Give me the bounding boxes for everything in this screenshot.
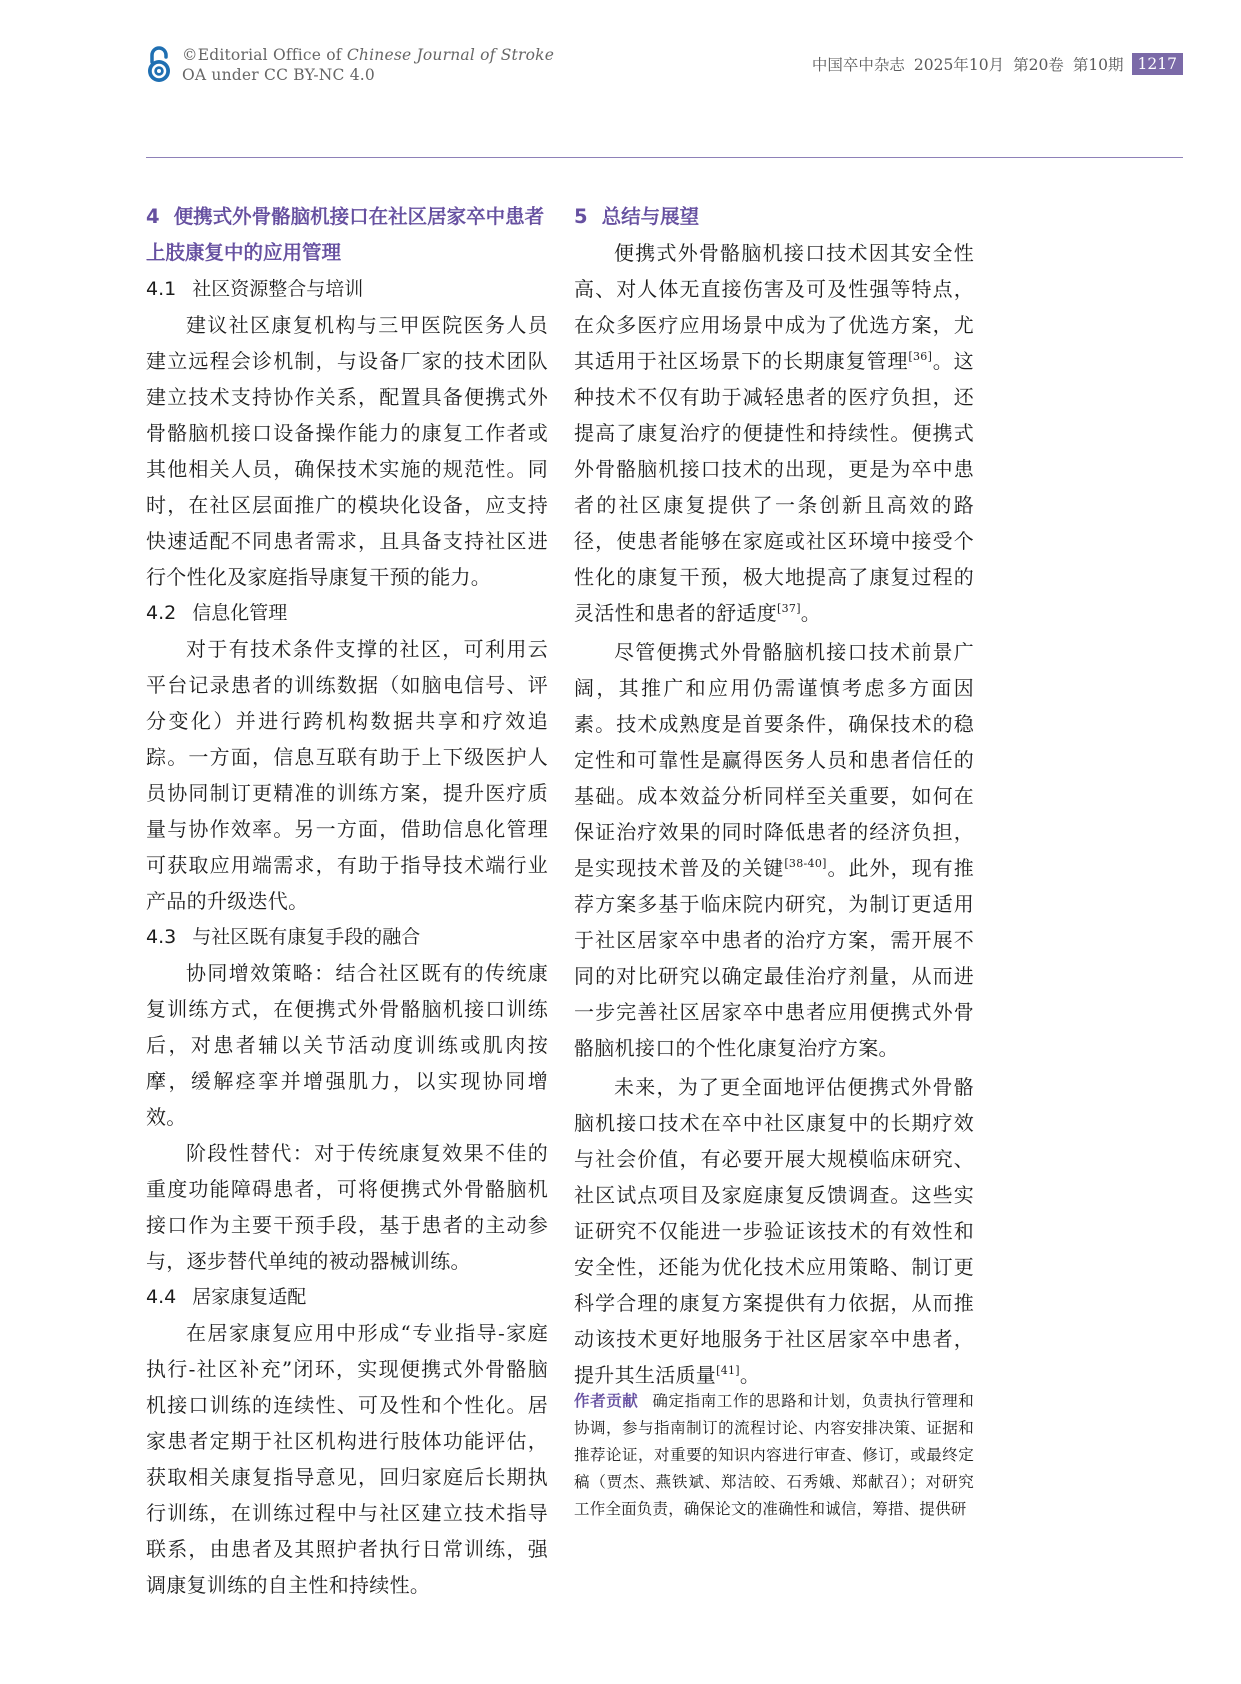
journal-name-cn: 中国卒中杂志 (811, 56, 905, 74)
issue-number: 第10期 (1072, 56, 1124, 74)
section-number: 5 (574, 205, 588, 228)
subsection-4-2-heading (146, 595, 548, 631)
citation-ref: [36] (908, 350, 933, 363)
subsection-title: 社区资源整合与培训 (192, 278, 364, 300)
text-run: 。此外，现有推荐方案多基于临床院内研究，为制订更适用于社区居家卒中患者的治疗方案，需开展不同的对比研究以确定最佳治疗剂量，从而进一步完善社区居家卒中患者应用便携式外骨骼脑机接口的个性化康复治疗方案。 (574, 856, 974, 1060)
section-number: 4 (146, 205, 160, 228)
header-divider (146, 157, 1183, 158)
subsection-4-1-heading (146, 271, 548, 307)
section-4-heading (146, 199, 548, 271)
author-contributions (574, 1388, 974, 1523)
left-column (146, 199, 548, 1603)
text-run: 。 (800, 601, 822, 625)
volume: 第20卷 (1013, 56, 1064, 74)
journal-name-en: Chinese Journal of Stroke (346, 46, 555, 64)
author-contributions-label: 作者贡献 (574, 1392, 639, 1410)
subsection-title: 信息化管理 (192, 602, 288, 624)
subsection-4-3-heading (146, 919, 548, 955)
text-run: 尽管便携式外骨骼脑机接口技术前景广阔，其推广和应用仍需谨慎考虑多方面因素。技术成熟度是首要条件，确保技术的稳定性和可靠性是赢得医务人员和患者信任的基础。成本效益分析同样至关重要，如何在保证治疗效果的同时降低患者的经济负担，是实现技术普及的关键 (574, 640, 974, 880)
paragraph (574, 634, 974, 1066)
citation-ref: [38-40] (784, 857, 827, 870)
paragraph: 阶段性替代：对于传统康复效果不佳的重度功能障碍患者，可将便携式外骨骼脑机接口作为主要干预手段，基于患者的主动参与，逐步替代单纯的被动器械训练。 (146, 1141, 548, 1273)
paragraph: 对于有技术条件支撑的社区，可利用云平台记录患者的训练数据（如脑电信号、评分变化）并进行跨机构数据共享和疗效追踪。一方面，信息互联有助于上下级医护人员协同制订更精准的训练方案，提升医疗质量与协作效率。另一方面，借助信息化管理可获取应用端需求，有助于指导技术端行业产品的升级迭代。 (146, 637, 548, 913)
section-5-heading (574, 199, 974, 235)
author-contributions-text: 确定指南工作的思路和计划，负责执行管理和协调，参与指南制订的流程讨论、内容安排决策、证据和推荐论证，对重要的知识内容进行审查、修订，或最终定稿（贾杰、燕铁斌、郑洁皎、石秀娥、郑献召）；对研究工作全面负责，确保论文的准确性和诚信，筹措、提供研 (574, 1392, 974, 1518)
subsection-4-4-heading (146, 1279, 548, 1315)
copyright-notice (182, 45, 554, 85)
citation-ref: [41] (716, 1364, 740, 1377)
text-run: 便携式外骨骼脑机接口技术因其安全性高、对人体无直接伤害及可及性强等特点，在众多医疗应用场景中成为了优选方案，尤其适用于社区场景下的长期康复管理 (574, 241, 974, 373)
right-column (574, 199, 974, 1393)
copyright-prefix: ©Editorial Office of (182, 46, 347, 64)
section-title: 便携式外骨骼脑机接口在社区居家卒中患者上肢康复中的应用管理 (146, 205, 545, 264)
subsection-number: 4.2 (146, 602, 177, 624)
text-run: 。 (739, 1363, 761, 1387)
citation-ref: [37] (777, 602, 801, 615)
subsection-title: 与社区既有康复手段的融合 (192, 926, 421, 948)
page-number: 1217 (1132, 53, 1183, 75)
issue-date: 2025年10月 (913, 56, 1005, 74)
open-access-lock-icon (146, 44, 172, 84)
subsection-title: 居家康复适配 (192, 1286, 307, 1308)
text-run: 。这种技术不仅有助于减轻患者的医疗负担，还提高了康复治疗的便捷性和持续性。便携式外骨骼脑机接口技术的出现，更是为卒中患者的社区康复提供了一条创新且高效的路径，使患者能够在家庭或社区环境中接受个性化的康复干预，极大地提高了康复过程的灵活性和患者的舒适度 (574, 349, 974, 625)
license-text: OA under CC BY-NC 4.0 (182, 66, 375, 84)
subsection-number: 4.3 (146, 926, 177, 948)
journal-issue-info (812, 53, 1183, 75)
paragraph (574, 1069, 974, 1393)
paragraph: 在居家康复应用中形成“专业指导-家庭执行-社区补充”闭环，实现便携式外骨骼脑机接口训练的连续性、可及性和个性化。居家患者定期于社区机构进行肢体功能评估，获取相关康复指导意见，回归家庭后长期执行训练，在训练过程中与社区建立技术指导联系，由患者及其照护者执行日常训练，强调康复训练的自主性和持续性。 (146, 1321, 548, 1597)
paragraph (574, 235, 974, 631)
subsection-number: 4.4 (146, 1286, 177, 1308)
paragraph: 建议社区康复机构与三甲医院医务人员建立远程会诊机制，与设备厂家的技术团队建立技术支持协作关系，配置具备便携式外骨骼脑机接口设备操作能力的康复工作者或其他相关人员，确保技术实施的规范性。同时，在社区层面推广的模块化设备，应支持快速适配不同患者需求，且具备支持社区进行个性化及家庭指导康复干预的能力。 (146, 313, 548, 589)
section-title: 总结与展望 (601, 205, 700, 228)
subsection-number: 4.1 (146, 278, 177, 300)
paragraph: 协同增效策略：结合社区既有的传统康复训练方式，在便携式外骨骼脑机接口训练后，对患者辅以关节活动度训练或肌肉按摩，缓解痉挛并增强肌力，以实现协同增效。 (146, 961, 548, 1129)
text-run: 未来，为了更全面地评估便携式外骨骼脑机接口技术在卒中社区康复中的长期疗效与社会价值，有必要开展大规模临床研究、社区试点项目及家庭康复反馈调查。这些实证研究不仅能进一步验证该技术的有效性和安全性，还能为优化技术应用策略、制订更科学合理的康复方案提供有力依据，从而推动该技术更好地服务于社区居家卒中患者，提升其生活质量 (574, 1075, 974, 1387)
